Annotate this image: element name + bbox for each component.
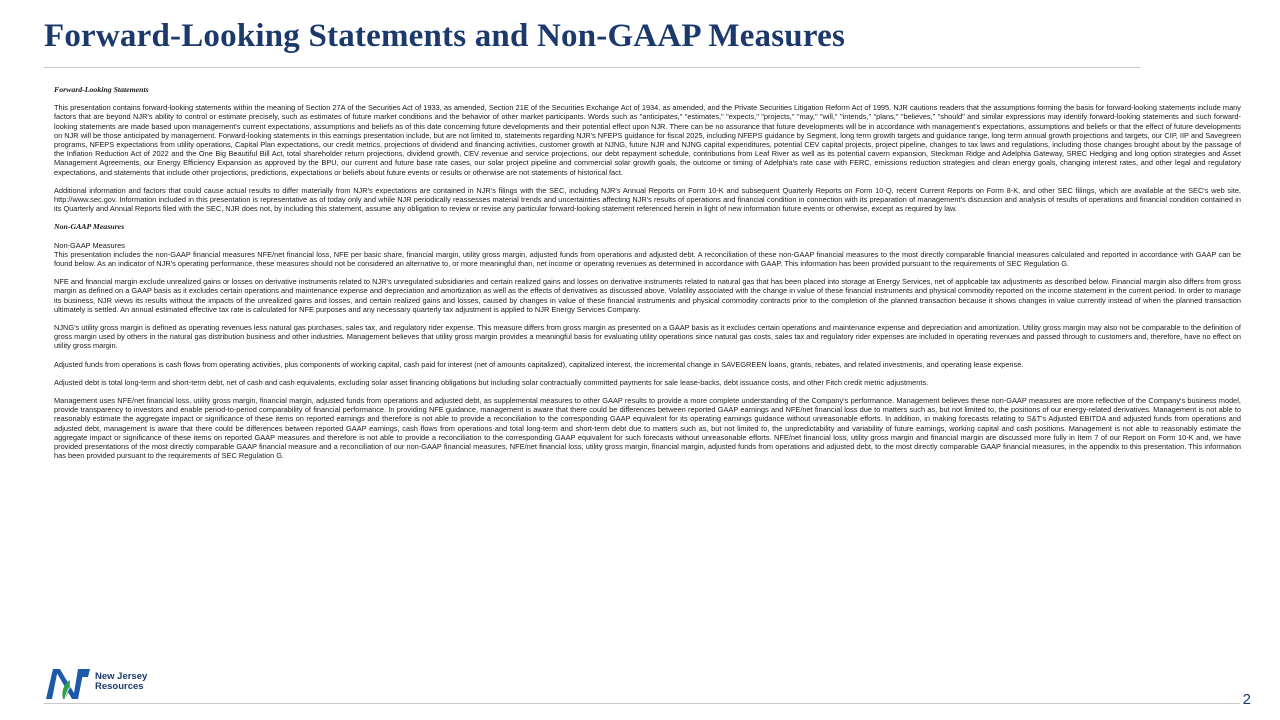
non-gaap-paragraph-6: Management uses NFE/net financial loss, utility gross margin, financial margin, adjusted funds from operations and adjusted debt, as supplemental measures to other GAAP results to provide a more complete understanding of the Company's performance. Management believes these non-GAAP measures are more reflective of the Company's business model, provide transparency to investors and enable period-to-period comparability of financial performance. In providing NFE guidance, management is aware that there could be differences between reported GAAP earnings and NFE/net financial loss due to matters such as, but not limited to, the positions of our energy-related derivatives. Management is not able to reasonably estimate the aggregate impact or significance of these items on reported earnings and therefore is not able to provide a reconciliation to the corresponding GAAP equivalent for its operating earnings guidance without unreasonable efforts. In addition, in making forecasts relating to S&T's Adjusted EBITDA and adjusted funds from operations and adjusted debt, management is aware that there could be differences between reported GAAP earnings, cash flows from operations and total long-term and short-term debt due to matters such as, but not limited to, the unpredictability and variability of future earnings, working capital and cash positions. Management is not able to reasonably estimate the aggregate impact or significance of these items on reported GAAP measures and therefore is not able to provide a reconciliation to the corresponding GAAP equivalent for such forecasts without unreasonable efforts. NFE/net financial loss, utility gross margin and financial margin are discussed more fully in Item 7 of our Report on Form 10-K and, we have provided presentations of the most directly comparable GAAP financial measure and a reconciliation of our non-GAAP financial measures, NFE/net financial loss, utility gross margin, financial margin, adjusted funds from operations and adjusted debt, to the most directly comparable GAAP financial measures, in the appendix to this presentation. This information has been provided pursuant to the requirements of SEC Regulation G. — [54, 396, 1241, 461]
non-gaap-paragraph-4: Adjusted funds from operations is cash flows from operating activities, plus components of working capital, cash paid for interest (net of amounts capitalized), capitalized interest, the incremental change in SAVEGREEN loans, grants, rebates, and related investments, and operating lease expense. — [54, 359, 1024, 369]
non-gaap-subheading: Non-GAAP Measures — [54, 240, 125, 250]
non-gaap-paragraph-2: NFE and financial margin exclude unrealized gains or losses on derivative instruments related to NJR's unregulated subsidiaries and certain realized gains and losses on derivative instruments related to natural gas that has been placed into storage at Energy Services, net of applicable tax adjustments as described below. Financial margin also differs from gross margin as defined on a GAAP basis as it excludes certain operations and maintenance expense and depreciation and amortization as well as the effects of derivatives as discussed above. Volatility associated with the change in value of these financial instruments and physical commodity reported on the income statement in the current period. In order to manage its business, NJR views its results without the impacts of the unrealized gains and losses, and certain realized gains and losses, caused by changes in value of these financial instruments and physical commodity contracts prior to the completion of the planned transaction because it shows changes in value currently instead of when the planned transaction ultimately is settled. An annual estimated effective tax rate is calculated for NFE purposes and any necessary quarterly tax adjustment is applied to NJR Energy Services Company. — [54, 277, 1241, 314]
forward-looking-heading: Forward-Looking Statements — [54, 85, 149, 94]
slide-title: Forward-Looking Statements and Non-GAAP Measures — [44, 18, 845, 54]
non-gaap-paragraph-5: Adjusted debt is total long-term and short-term debt, net of cash and cash equivalents, excluding solar asset financing obligations but including solar contractually committed payments for sale lease-backs, debt issuance costs, and other Fitch credit metric adjustments. — [54, 377, 929, 387]
logo-line-1: New Jersey — [95, 670, 148, 682]
logo-wordmark — [95, 672, 147, 693]
forward-looking-paragraph-2: Additional information and factors that could cause actual results to differ materially from NJR's expectations are contained in NJR's filings with the SEC, including NJR's Annual Reports on Form 10-K and subsequent Quarterly Reports on Form 10-Q, recent Current Reports on Form 8-K, and other SEC filings, which are available at the SEC's web site, http://www.sec.gov. Information included in this presentation is representative as of today only and while NJR periodically reassesses material trends and uncertainties affecting NJR's results of operations and financial condition in connection with its preparation of management's discussion and analysis of results of operations and financial condition contained in its Quarterly and Annual Reports filed with the SEC, NJR does not, by including this statement, assume any obligation to review or revise any particular forward-looking statement referenced herein in light of new information future events or otherwise, except as required by law. — [54, 185, 1241, 214]
disclosure-body — [54, 85, 1241, 461]
forward-looking-paragraph-1: This presentation contains forward-looking statements within the meaning of Section 27A of the Securities Act of 1933, as amended, Section 21E of the Securities Exchange Act of 1934, as amended, and the Private Securities Litigation Reform Act of 1995. NJR cautions readers that the assumptions forming the basis for forward-looking statements include many factors that are beyond NJR's ability to control or estimate precisely, such as estimates of future market conditions and the behavior of other market participants. Words such as "anticipates," "estimates," "expects," "projects," "may," "will," "intends," "plans," "believes," "should" and similar expressions may identify forward-looking statements and such forward-looking statements are made based upon management's current expectations, assumptions and beliefs as of this date concerning future developments and their potential effect upon NJR. There can be no assurance that future developments will be in accordance with management's expectations, assumptions and beliefs or that the effect of future developments on NJR will be those anticipated by management. Forward-looking statements in this earnings presentation include, but are not limited to, statements regarding NJR's NFEPS guidance for fiscal 2025, including NFEPS guidance by Segment, long term growth targets and guidance range, long term annual growth projections and targets, our CIP, IIP and Savegreen programs, NFEPS expectations from utility operations, Capital Plan expectations, our credit metrics, projections of dividend and financing activities, customer growth at NJNG, future NJR and NJNG capital expenditures, potential CEV capital projects, project pipeline, changes to tax laws and regulations, including those changes brought about by the passage of the Inflation Reduction Act of 2022 and the One Big Beautiful Bill Act, total shareholder return projections, dividend growth, CEV revenue and service projections, our debt repayment schedule, contributions from Leaf River as well as its potential cavern expansion, Steckman Ridge and Adelphia Gateway, SREC Hedging and long option strategies and Asset Management Agreements, our Energy Efficiency Expansion as approved by the BPU, our current and future base rate cases, our solar project pipeline and commercial solar growth goals, the outcome or timing of Adelphia's rate case with FERC, emissions reduction strategies and clean energy goals, changing interest rates, and other legal and regulatory expectations, and statements that include other projections, predictions, expectations or beliefs about future events or results or otherwise are not statements of historical fact. — [54, 103, 1241, 177]
non-gaap-paragraph-1: This presentation includes the non-GAAP financial measures NFE/net financial loss, NFE per basic share, financial margin, utility gross margin, adjusted funds from operations and adjusted debt. A reconciliation of these non-GAAP financial measures to the most directly comparable financial measures calculated and reported in accordance with GAAP can be found below. As an indicator of NJR's operating performance, these measures should not be considered an alternative to, or more meaningful than, net income or operating revenues as determined in accordance with GAAP. This information has been provided pursuant to the requirements of SEC Regulation G. — [54, 249, 1241, 269]
title-divider — [44, 67, 1140, 68]
logo-line-2: Resources — [95, 681, 144, 692]
company-logo — [44, 663, 147, 701]
page-number: 2 — [1242, 691, 1251, 708]
non-gaap-heading: Non-GAAP Measures — [54, 222, 125, 232]
footer-divider — [44, 703, 1240, 704]
non-gaap-paragraph-3: NJNG's utility gross margin is defined as operating revenues less natural gas purchases, sales tax, and regulatory rider expense. This measure differs from gross margin as presented on a GAAP basis as it excludes certain operations and maintenance expense and depreciation and amortization. Utility gross margin may also not be comparable to the definition of gross margin used by others in the natural gas distribution business and other industries. Management believes that utility gross margin provides a meaningful basis for evaluating utility operations since natural gas costs, sales tax and regulatory rider expenses are included in operating revenues and passed through to customers and, therefore, have no effect on utility gross margin. — [54, 323, 1241, 351]
njr-logo-icon — [44, 663, 92, 701]
